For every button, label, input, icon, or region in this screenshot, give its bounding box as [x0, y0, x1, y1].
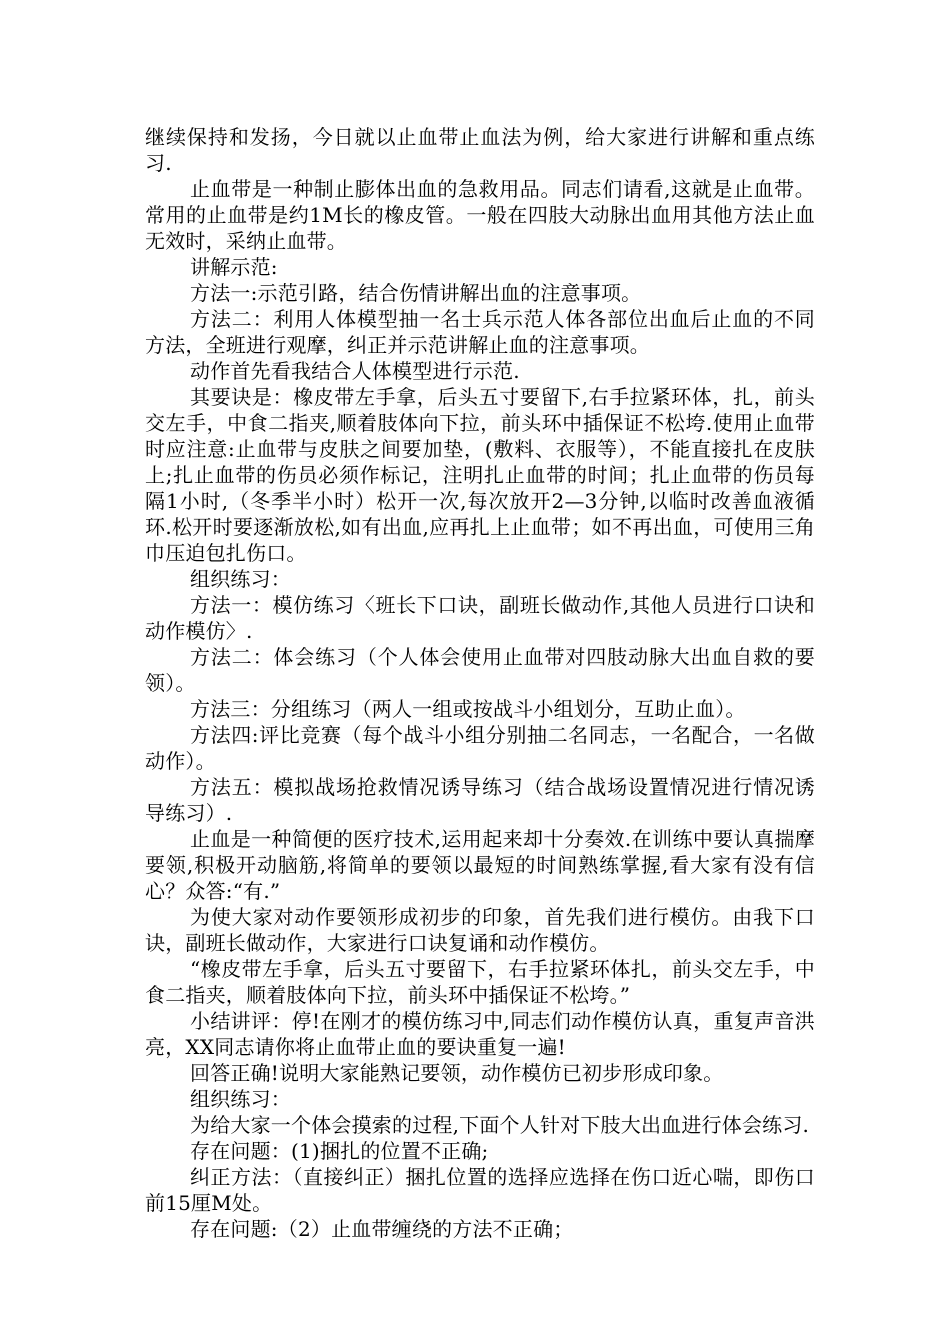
paragraph-method-2: 方法二：利用人体模型抽一名士兵示范人体各部位出血后止血的不同方法，全班进行观摩，纠正并示范讲解止血的注意事项。	[145, 307, 815, 357]
heading-organize-practice: 组织练习：	[190, 567, 291, 591]
paragraph-practice-method-4: 方法四:评比竞赛（每个战斗小组分别抽二名同志，一名配合，一名做动作）。	[145, 723, 815, 773]
paragraph-correct-answer: 回答正确!说明大家能熟记要领，动作模仿已初步形成印象。	[190, 1061, 724, 1085]
paragraph-practice-method-3: 方法三：分组练习（两人一组或按战斗小组划分，互助止血）。	[190, 697, 746, 721]
document-body	[145, 124, 815, 1242]
paragraph-continuation: 继续保持和发扬，今日就以止血带止血法为例，给大家进行讲解和重点练习.	[145, 125, 815, 175]
paragraph-summary: 小结讲评：停!在刚才的模仿练习中,同志们动作模仿认真，重复声音洪亮，XX同志请你将止血带止血的要诀重复一遍!	[145, 1009, 815, 1059]
heading-organize-practice-2: 组织练习：	[190, 1087, 291, 1111]
paragraph-problem-2: 存在问题:（2）止血带缠绕的方法不正确；	[190, 1217, 574, 1241]
paragraph-mnemonic: “橡皮带左手拿，后头五寸要留下，右手拉紧环体扎，前头交左手，中食二指夹，顺着肢体向下拉，前头环中插保证不松垮。”	[145, 957, 815, 1007]
paragraph-lower-limb-practice: 为给大家一个体会摸索的过程,下面个人针对下肢大出血进行体会练习.	[190, 1113, 810, 1137]
paragraph-demo-start: 动作首先看我结合人体模型进行示范.	[190, 359, 520, 383]
paragraph-method-1: 方法一:示范引路，结合伤情讲解出血的注意事项。	[190, 281, 642, 305]
paragraph-practice-method-1: 方法一：模仿练习〈班长下口诀，副班长做动作,其他人员进行口诀和动作模仿〉.	[145, 593, 815, 643]
paragraph-key-points: 其要诀是：橡皮带左手拿，后头五寸要留下,右手拉紧环体，扎，前头交左手，中食二指夹,顺着肢体向下拉，前头环中插保证不松垮.使用止血带时应注意:止血带与皮肤之间要加垫，(敷料、衣服等），不能直接扎在皮肤上;扎止血带的伤员必须作标记，注明扎止血带的时间；扎止血带的伤员每隔1小时,（冬季半小时）松开一次,每次放开2—3分钟,以临时改善血液循环.松开时要逐渐放松,如有出血,应再扎上止血带；如不再出血，可使用三角巾压迫包扎伤口。	[145, 385, 815, 565]
paragraph-problem-1: 存在问题：(1)捆扎的位置不正确;	[190, 1139, 489, 1163]
paragraph-imitation: 为使大家对动作要领形成初步的印象，首先我们进行模仿。由我下口诀，副班长做动作，大家进行口诀复诵和动作模仿。	[145, 905, 815, 955]
paragraph-motivation: 止血是一种简便的医疗技术,运用起来却十分奏效.在训练中要认真揣摩要领,积极开动脑筋,将简单的要领以最短的时间熟练掌握,看大家有没有信心？众答:“有.”	[145, 827, 815, 903]
paragraph-correction-1: 纠正方法：（直接纠正）捆扎位置的选择应选择在伤口近心喘，即伤口前15厘M处。	[145, 1165, 815, 1215]
paragraph-practice-method-5: 方法五：模拟战场抢救情况诱导练习（结合战场设置情况进行情况诱导练习）.	[145, 775, 815, 825]
paragraph-practice-method-2: 方法二：体会练习（个人体会使用止血带对四肢动脉大出血自救的要领）。	[145, 645, 815, 695]
paragraph-tourniquet-intro: 止血带是一种制止膨体出血的急救用品。同志们请看,这就是止血带。常用的止血带是约1M长的橡皮管。一般在四肢大动脉出血用其他方法止血无效时，采纳止血带。	[145, 177, 815, 253]
heading-demonstration: 讲解示范:	[190, 255, 278, 279]
